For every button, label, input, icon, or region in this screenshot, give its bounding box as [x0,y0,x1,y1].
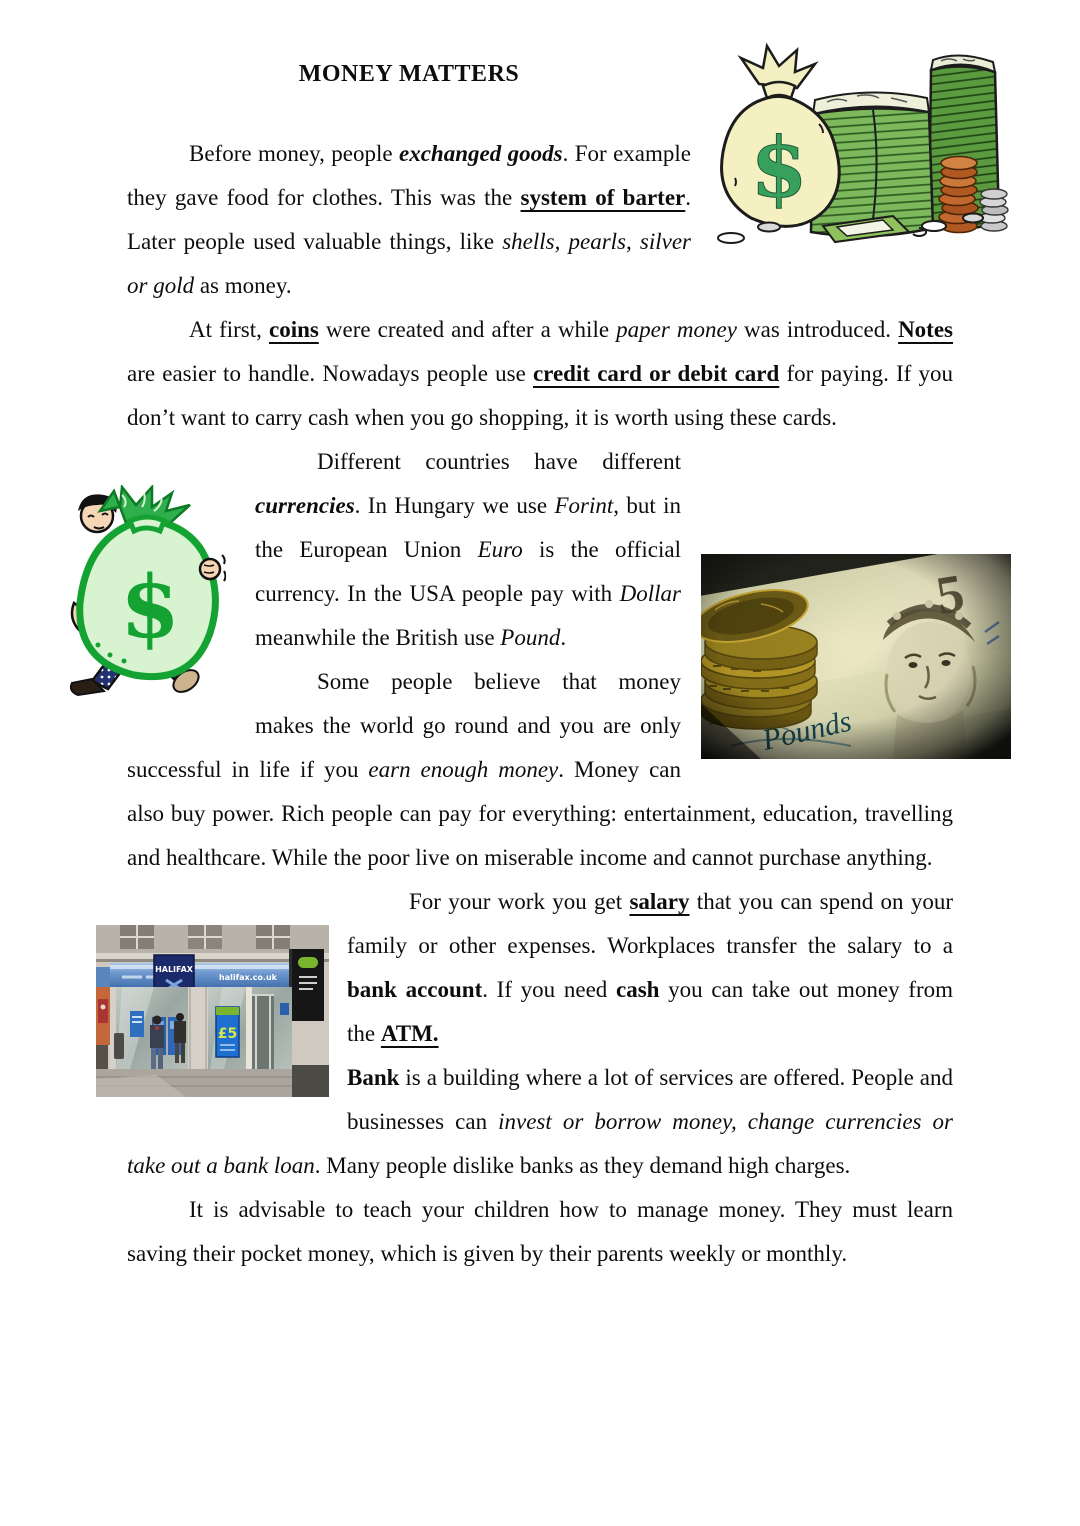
text-run: cash [615,977,660,1002]
bank-branch-photo [96,925,329,1097]
text-run: shells, pearls, silver or gold [127,229,691,298]
text-run: currencies [255,493,355,518]
text-run: Pound [500,625,561,650]
text-run: At first, [189,317,269,342]
pavement [96,1065,329,1097]
text-run: It is advisable to teach your children how to manage money. They must learn saving their pocket money, which is given by their parents weekly or monthly. [127,1197,953,1266]
text-run: is the official currency. In the USA people pay with [255,537,681,606]
poster-price-text: £5 [217,1026,238,1042]
text-run: system of barter [520,185,686,210]
text-run: Before money, people [189,141,399,166]
text-run: exchanged goods [398,141,563,166]
money-bag-icon [722,46,840,226]
text-run: . [560,625,567,650]
text-run: bank account [347,977,483,1002]
atm-sign [289,949,324,1021]
text-run: as money. [194,273,292,298]
text-run: . In Hungary we use [354,493,555,518]
paragraph-currencies [120,440,953,660]
text-run: ATM. [380,1021,439,1046]
text-run: . Many people dislike banks as they demand high charges. [314,1153,851,1178]
silver-coins-icon [979,189,1008,231]
text-run: were created and after a while [318,317,617,342]
paragraph-children [127,1188,953,1276]
text-run: Forint [554,493,614,518]
text-run: is a building where a lot of services are offered. People and businesses can [347,1065,953,1134]
text-run: Euro [477,537,523,562]
text-run: meanwhile the British use [255,625,501,650]
money-bag-cash-clipart [701,28,1011,258]
text-run: , but in the European Union [255,493,682,562]
text-run: coins [268,317,319,342]
text-run: earn enough money [368,757,559,782]
text-run: . Money can also buy power. Rich people can pay for everything: entertainment, education, travelling and healthcare. While the poor live on miserable income and cannot purchase anything. [127,757,953,870]
bank-url-text: halifax.co.uk [219,973,277,982]
text-run: are easier to handle. Nowadays people use [127,361,533,386]
text-run: . For example they gave food for clothes. This was the [127,141,691,210]
paragraph-salary [127,880,953,1056]
text-run: Bank [347,1065,400,1090]
text-run: . If you need [482,977,616,1002]
text-run: credit card or debit card [532,361,780,386]
pound-coins-note-photo [701,554,1011,759]
text-run: you can take out money from the [347,977,953,1046]
text-run: Dollar [619,581,681,606]
text-run: that you can spend on your family or other expenses. Workplaces transfer the salary to a [347,889,953,958]
text-run: was introduced. [736,317,899,342]
text-run: For your work you get [409,889,630,914]
neighbour-shop [96,987,110,1069]
text-run: invest or borrow money, change currencies or take out a bank loan [127,1109,953,1178]
text-run: Notes [898,317,953,342]
dollar-sign-glyph: $ [750,120,808,216]
dollar-sign-glyph: $ [120,557,180,658]
text-run: paper money [616,317,737,342]
text-run: for paying. If you don’t want to carry cash when you go shopping, it is worth using these cards. [127,361,953,430]
text-run: salary [629,889,690,914]
bank-sign-text: HALIFAX [155,965,193,974]
page-title: MONEY MATTERS [298,61,520,87]
text-run: Some people believe that money makes the world go round and you are only successful in life if you [127,669,681,782]
man-money-bag-clipart [64,485,226,699]
text-run: Different countries have different [317,449,681,474]
text-run: . Later people used valuable things, like [127,185,691,254]
paragraph-coins-notes [127,308,953,440]
